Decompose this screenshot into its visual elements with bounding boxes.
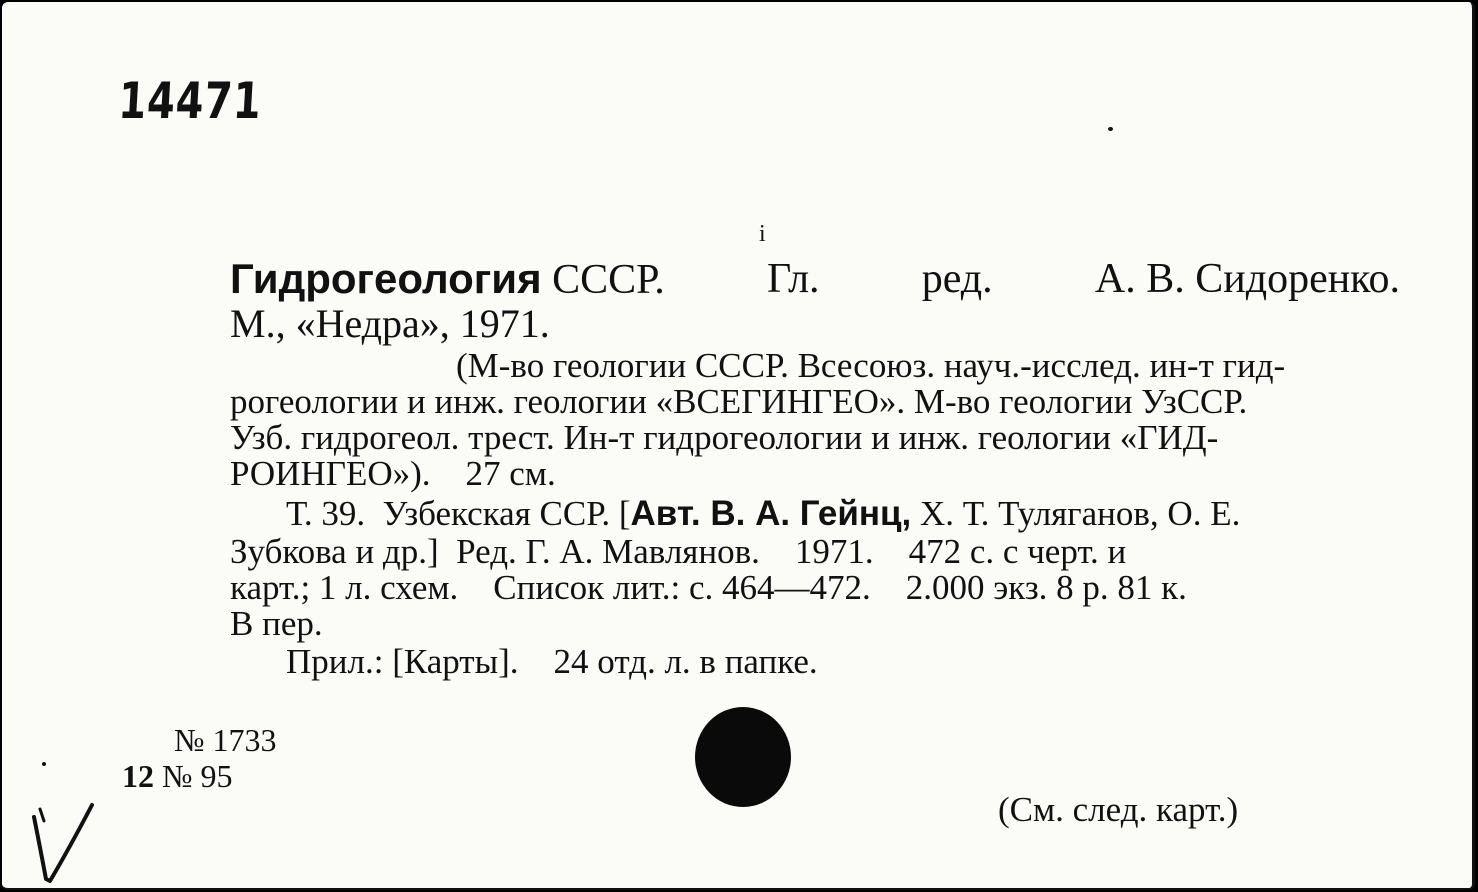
corporate-line: рогеологии и инж. геологии «ВСЕГИНГЕО». М-во геологии УзССР. [230,382,1248,421]
accession-number: 14471 [116,72,264,130]
ink-speck [1108,127,1113,131]
marker-i: i [759,221,766,247]
ink-speck [42,762,46,766]
volume-line-end: Х. Т. Туляганов, О. Е. [911,494,1241,533]
editor-label-2: ред. [921,256,993,302]
title-group [230,255,665,303]
shelf-prefix: 12 [122,758,154,794]
appendix-line: Прил.: [Карты]. 24 отд. л. в папке. [286,642,818,681]
volume-authors-bold: Авт. В. А. Гейнц, [630,494,912,533]
title-bold: Гидрогеология [230,255,542,302]
publication: М., «Недра», 1971. [230,301,550,346]
editor-label: Гл. [766,256,820,302]
title-rest: СССР. [552,257,665,303]
volume-line-start: Т. 39. Узбекская ССР. [ [286,494,631,533]
catalog-card [2,2,1475,890]
shelf-number-2-text: № 95 [162,758,233,794]
shelf-number-1: № 1733 [174,722,277,758]
volume-line: В пер. [230,604,323,643]
corporate-line: РОИНГЕО»). 27 см. [230,454,556,493]
shelf-number-2 [122,760,233,792]
corporate-line: Узб. гидрогеол. трест. Ин-т гидрогеологии и инж. геологии «ГИД- [230,418,1219,457]
corporate-line: (М-во геологии СССР. Всесоюз. науч.-исслед. ин-т гид- [456,346,1286,385]
continued-note: (См. след. карт.) [998,790,1239,829]
checkmark-icon [30,797,100,887]
volume-line: карт.; 1 л. схем. Список лит.: с. 464—472. 2.000 экз. 8 р. 81 к. [230,568,1187,607]
title-line [230,255,1400,303]
editor-name: А. В. Сидоренко. [1094,256,1400,302]
punch-hole [695,707,791,807]
volume-line: Зубкова и др.] Ред. Г. А. Мавлянов. 1971. 472 с. с черт. и [230,532,1127,571]
volume-line [286,496,1240,531]
